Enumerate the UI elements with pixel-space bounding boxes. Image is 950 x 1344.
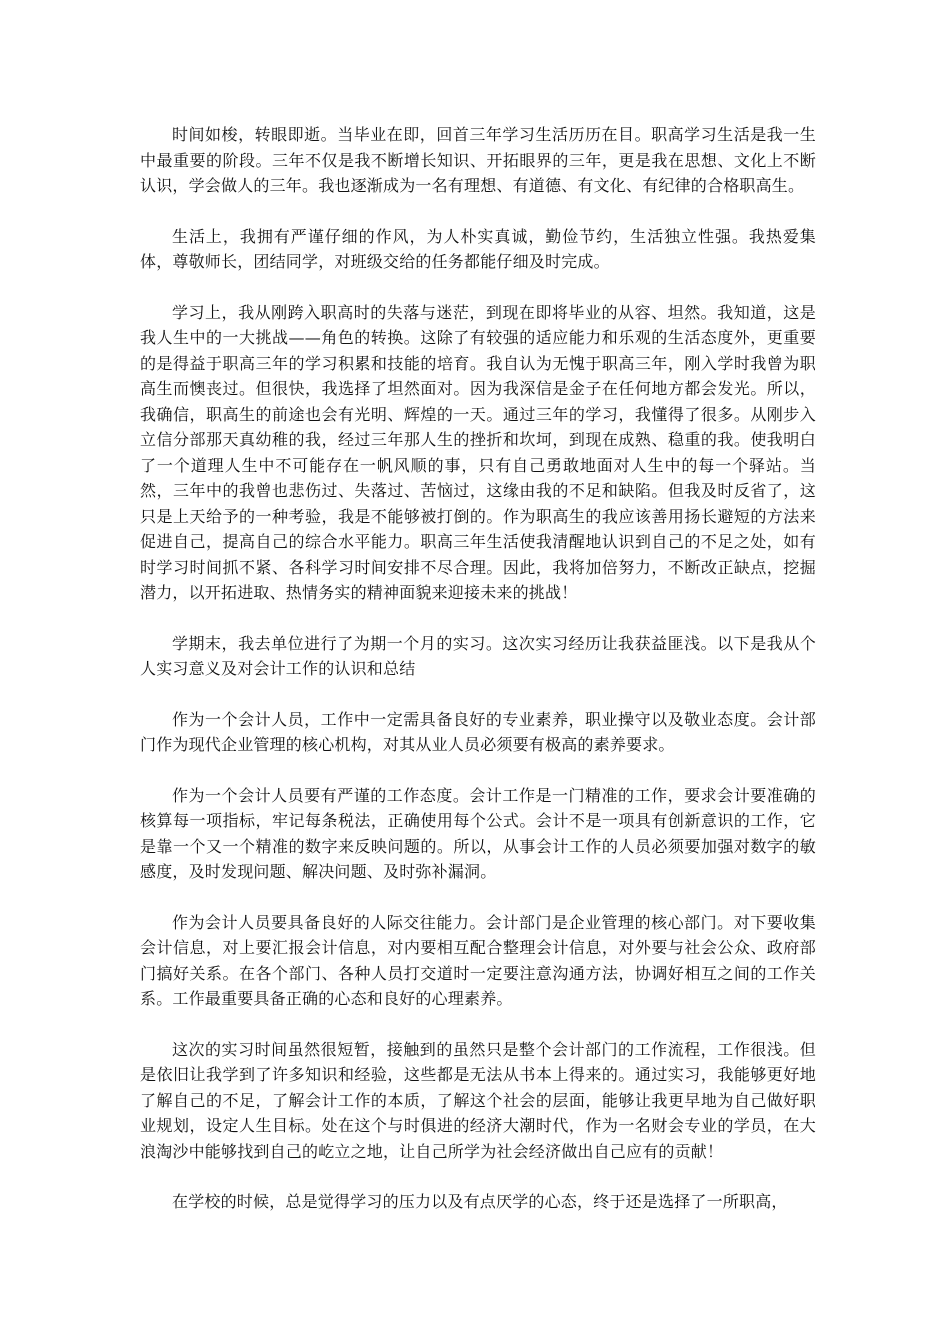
paragraph-internship: 学期末，我去单位进行了为期一个月的实习。这次实习经历让我获益匪浅。以下是我从个人实习意义及对会计工作的认识和总结 <box>140 633 816 678</box>
document-page <box>140 122 816 1240</box>
paragraph-summary: 这次的实习时间虽然很短暂，接触到的虽然只是整个会计部门的工作流程，工作很浅。但是依旧让我学到了许多知识和经验，这些都是无法从书本上得来的。通过实习，我能够更好地了解自己的不足，了解会计工作的本质，了解这个社会的层面，能够让我更早地为自己做好职业规划，设定人生目标。处在这个与时俱进的经济大潮时代，作为一名财会专业的学员，在大浪淘沙中能够找到自己的屹立之地，让自己所学为社会经济做出自己应有的贡献！ <box>140 1039 816 1161</box>
paragraph-intro: 时间如梭，转眼即逝。当毕业在即，回首三年学习生活历历在目。职高学习生活是我一生中最重要的阶段。三年不仅是我不断增长知识、开拓眼界的三年，更是我在思想、文化上不断认识，学会做人的三年。我也逐渐成为一名有理想、有道德、有文化、有纪律的合格职高生。 <box>140 125 816 195</box>
paragraph-professional-quality: 作为一个会计人员，工作中一定需具备良好的专业素养，职业操守以及敬业态度。会计部门作为现代企业管理的核心机构，对其从业人员必须要有极高的素养要求。 <box>140 709 816 754</box>
paragraph-rigorous-attitude: 作为一个会计人员要有严谨的工作态度。会计工作是一门精准的工作，要求会计要准确的核算每一项指标，牢记每条税法，正确使用每个公式。会计不是一项具有创新意识的工作，它是靠一个又一个精准的数字来反映问题的。所以，从事会计工作的人员必须要加强对数字的敏感度，及时发现问题、解决问题、及时弥补漏洞。 <box>140 785 816 881</box>
paragraph-school: 在学校的时候，总是觉得学习的压力以及有点厌学的心态，终于还是选择了一所职高， <box>172 1192 788 1211</box>
paragraph-interpersonal: 作为会计人员要具备良好的人际交往能力。会计部门是企业管理的核心部门。对下要收集会计信息，对上要汇报会计信息，对内要相互配合整理会计信息，对外要与社会公众、政府部门搞好关系。在各个部门、各种人员打交道时一定要注意沟通方法，协调好相互之间的工作关系。工作最重要具备正确的心态和良好的心理素养。 <box>140 912 816 1008</box>
paragraph-life: 生活上，我拥有严谨仔细的作风，为人朴实真诚，勤俭节约，生活独立性强。我热爱集体，尊敬师长，团结同学，对班级交给的任务都能仔细及时完成。 <box>140 226 816 271</box>
paragraph-study: 学习上，我从刚跨入职高时的失落与迷茫，到现在即将毕业的从容、坦然。我知道，这是我人生中的一大挑战——角色的转换。这除了有较强的适应能力和乐观的生活态度外，更重要的是得益于职高三年的学习积累和技能的培育。我自认为无愧于职高三年，刚入学时我曾为职高生而懊丧过。但很快，我选择了坦然面对。因为我深信是金子在任何地方都会发光。所以，我确信，职高生的前途也会有光明、辉煌的一天。通过三年的学习，我懂得了很多。从刚步入立信分部那天真幼稚的我，经过三年那人生的挫折和坎坷，到现在成熟、稳重的我。使我明白了一个道理人生中不可能存在一帆风顺的事，只有自己勇敢地面对人生中的每一个驿站。当然，三年中的我曾也悲伤过、失落过、苦恼过，这缘由我的不足和缺陷。但我及时反省了，这只是上天给予的一种考验，我是不能够被打倒的。作为职高生的我应该善用扬长避短的方法来促进自己，提高自己的综合水平能力。职高三年生活使我清醒地认识到自己的不足之处，如有时学习时间抓不紧、各科学习时间安排不尽合理。因此，我将加倍努力，不断改正缺点，挖掘潜力，以开拓进取、热情务实的精神面貌来迎接未来的挑战！ <box>140 302 816 602</box>
